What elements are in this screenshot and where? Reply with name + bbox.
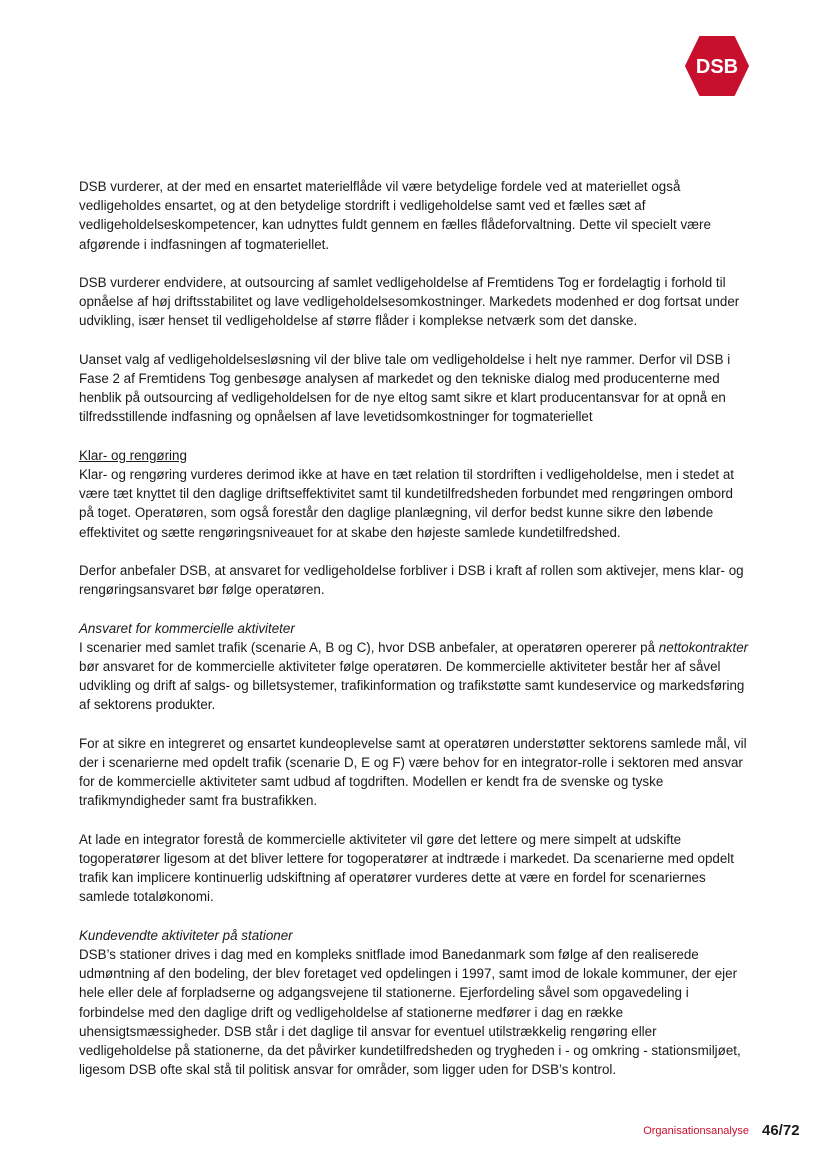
page-number: 46/72	[762, 1122, 800, 1139]
paragraph	[79, 638, 749, 715]
paragraph-text: bør ansvaret for de kommercielle aktiviteter følge operatøren. De kommercielle aktiviteter består her af såvel udvikling og drift af salgs- og billetsystemer, trafikinformation og trafikstøtte samt kundeservice og markedsføring af sektorens produkter.	[79, 659, 745, 713]
dsb-logo-shape	[685, 36, 749, 96]
emphasis-text: nettokontrakter	[658, 639, 749, 655]
paragraph: At lade en integrator forestå de kommercielle aktiviteter vil gøre det lettere og mere simpelt at udskifte togoperatører ligesom at det bliver lettere for togoperatører at indtræde i markedet. Da scenarierne med opdelt trafik kan implicere kontinuerlig udskiftning af operatører vurderes dette at være en fordel for scenariernes samlede totaløkonomi.	[79, 831, 734, 905]
dsb-logo	[685, 36, 749, 96]
footer-label: Organisationsanalyse	[643, 1125, 749, 1137]
dsb-logo-text: DSB	[695, 56, 739, 78]
paragraph: Klar- og rengøring vurderes derimod ikke at have en tæt relation til stordriften i vedligeholdelse, men i stedet at være tæt knyttet til den daglige driftseffektivitet samt til kundetilfredsheden forbundet med rengøringen ombord på toget. Operatøren, som også forestår den daglige planlægning, vil derfor bedst kunne sikre den løbende effektivitet og sætte rengøringsniveauet for at skabe den højeste samlede kundetilfredshed.	[79, 467, 734, 540]
paragraph: Derfor anbefaler DSB, at ansvaret for vedligeholdelse forbliver i DSB i kraft af rollen som aktivejer, mens klar- og rengøringsansvaret bør følge operatøren.	[79, 563, 744, 598]
section-heading: Ansvaret for kommercielle aktiviteter	[79, 620, 295, 636]
paragraph-text: I scenarier med samlet trafik (scenarie A, B og C), hvor DSB anbefaler, at operatøren opererer på	[79, 639, 659, 655]
document-body	[79, 177, 749, 1079]
paragraph: For at sikre en integreret og ensartet kundeoplevelse samt at operatøren understøtter sektorens samlede mål, vil der i scenarierne med opdelt trafik (scenarie D, E og F) være behov for en integrator-rolle i sektoren med ansvar for de kommercielle aktiviteter samt udbud af togdriften. Modellen er kendt fra de svenske og tyske trafikmyndigheder samt fra bustrafikken.	[79, 735, 747, 809]
section-heading: Kundevendte aktiviteter på stationer	[79, 927, 293, 943]
paragraph: DSB vurderer endvidere, at outsourcing af samlet vedligeholdelse af Fremtidens Tog er fordelagtig i forhold til opnåelse af høj driftsstabilitet og lave vedligeholdelsesomkostninger. Markedets modenhed er dog fortsat under udvikling, især henset til vedligeholdelse af større flåder i komplekse netværk som det danske.	[79, 275, 740, 329]
paragraph: Uanset valg af vedligeholdelsesløsning vil der blive tale om vedligeholdelse i helt nye rammer. Derfor vil DSB i Fase 2 af Fremtidens Tog genbesøge analysen af markedet og den tekniske dialog med producenterne med henblik på outsourcing af vedligeholdelsen for de nye eltog samt sikre et klart producentansvar for at opnå en tilfredsstillende indfasning og opnåelsen af lave levetidsomkostninger for togmateriellet	[79, 351, 731, 425]
section-heading: Klar- og rengøring	[79, 447, 187, 463]
paragraph: DSB’s stationer drives i dag med en kompleks snitflade imod Banedanmark som følge af den realiserede udmøntning af den bodeling, der blev foretaget ved opdelingen i 1997, samt imod de lokale kommuner, der ejer hele eller dele af forpladserne og adgangsvejene til stationerne. Ejerfordeling såvel som opgavedeling i forbindelse med den daglige drift og vedligeholdelse af stationerne medfører i dag en række uhensigtsmæssigheder. DSB står i det daglige til ansvar for eventuel utilstrækkelig rengøring eller vedligeholdelse på stationerne, da det påvirker kundetilfredsheden og trygheden i - og omkring - stationsmiljøet, ligesom DSB ofte skal stå til politisk ansvar for områder, som ligger uden for DSB’s kontrol.	[79, 947, 741, 1078]
paragraph: DSB vurderer, at der med en ensartet materielflåde vil være betydelige fordele ved at materiellet også vedligeholdes ensartet, og at den betydelige stordrift i vedligeholdelse samt ved et fælles sæt af vedligeholdelseskompetencer, kan udnyttes fuldt gennem en fælles flådeforvaltning. Dette vil specielt være afgørende i indfasningen af togmateriellet.	[79, 179, 711, 252]
